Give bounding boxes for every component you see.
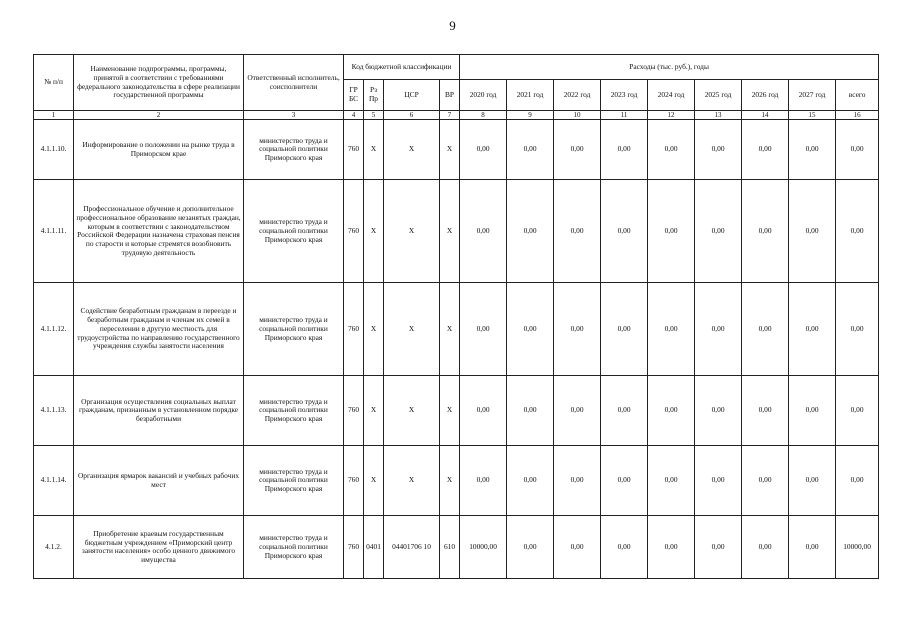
row-value: 0,00 bbox=[601, 446, 648, 516]
page-number: 9 bbox=[449, 18, 456, 33]
row-name: Приобретение краевым государственным бюджетным учреждением «Приморский центр занятости населения» особо ценного движимого имущества bbox=[74, 516, 244, 579]
header-year: 2022 год bbox=[554, 80, 601, 111]
row-executor: министерство труда и социальной политики Приморского края bbox=[244, 120, 344, 180]
row-value: 0,00 bbox=[460, 283, 507, 376]
row-vr: X bbox=[440, 180, 460, 283]
row-executor: министерство труда и социальной политики Приморского края bbox=[244, 516, 344, 579]
row-value: 0,00 bbox=[507, 180, 554, 283]
row-value: 0,00 bbox=[742, 376, 789, 446]
column-number: 13 bbox=[695, 111, 742, 120]
column-number: 4 bbox=[344, 111, 364, 120]
column-number: 3 bbox=[244, 111, 344, 120]
row-num: 4.1.1.14. bbox=[34, 446, 74, 516]
header-year: 2027 год bbox=[789, 80, 836, 111]
header-year: 2025 год bbox=[695, 80, 742, 111]
row-value: 0,00 bbox=[695, 376, 742, 446]
row-num: 4.1.1.13. bbox=[34, 376, 74, 446]
header-name: Наименование подпрограммы, программы, принятой в соответствии с требованиями федерального законодательства в сфере реализации государственной программы bbox=[74, 55, 244, 111]
row-value: 0,00 bbox=[460, 180, 507, 283]
table-row bbox=[34, 120, 879, 180]
row-value: 0,00 bbox=[695, 180, 742, 283]
row-value: 0,00 bbox=[554, 283, 601, 376]
column-number: 9 bbox=[507, 111, 554, 120]
row-value: 10000,00 bbox=[460, 516, 507, 579]
row-value: 0,00 bbox=[742, 446, 789, 516]
row-csr: X bbox=[384, 120, 440, 180]
row-value: 0,00 bbox=[460, 376, 507, 446]
row-executor: министерство труда и социальной политики Приморского края bbox=[244, 180, 344, 283]
column-number: 11 bbox=[601, 111, 648, 120]
row-value: 0,00 bbox=[742, 180, 789, 283]
row-csr: X bbox=[384, 283, 440, 376]
row-value: 0,00 bbox=[648, 376, 695, 446]
row-value: 0,00 bbox=[789, 516, 836, 579]
column-number: 5 bbox=[364, 111, 384, 120]
row-value: 0,00 bbox=[789, 180, 836, 283]
row-value: 0,00 bbox=[554, 120, 601, 180]
row-vr: 610 bbox=[440, 516, 460, 579]
header-year: 2020 год bbox=[460, 80, 507, 111]
row-value: 0,00 bbox=[554, 516, 601, 579]
row-value: 0,00 bbox=[648, 446, 695, 516]
header-year: 2023 год bbox=[601, 80, 648, 111]
column-number: 15 bbox=[789, 111, 836, 120]
row-rzpr: 0401 bbox=[364, 516, 384, 579]
column-number-row bbox=[34, 111, 879, 120]
column-number: 7 bbox=[440, 111, 460, 120]
row-num: 4.1.1.10. bbox=[34, 120, 74, 180]
row-name: Организация осуществления социальных выплат гражданам, признанным в установленном порядке безработными bbox=[74, 376, 244, 446]
header-year: 2026 год bbox=[742, 80, 789, 111]
row-total: 0,00 bbox=[836, 180, 879, 283]
row-name: Содействие безработным гражданам в переезде и безработным гражданам и членам их семей в переселении в другую местность для трудоустройства по направлению государственного учреждения службы занятости населения bbox=[74, 283, 244, 376]
header-total: всего bbox=[836, 80, 879, 111]
header-num: № п/п bbox=[34, 55, 74, 111]
row-executor: министерство труда и социальной политики Приморского края bbox=[244, 446, 344, 516]
row-grbs: 760 bbox=[344, 376, 364, 446]
row-total: 10000,00 bbox=[836, 516, 879, 579]
row-value: 0,00 bbox=[601, 180, 648, 283]
row-vr: X bbox=[440, 376, 460, 446]
header-executor: Ответственный исполнитель, соисполнители bbox=[244, 55, 344, 111]
row-value: 0,00 bbox=[695, 120, 742, 180]
row-total: 0,00 bbox=[836, 446, 879, 516]
column-number: 12 bbox=[648, 111, 695, 120]
row-value: 0,00 bbox=[789, 120, 836, 180]
row-value: 0,00 bbox=[648, 516, 695, 579]
row-value: 0,00 bbox=[742, 516, 789, 579]
row-grbs: 760 bbox=[344, 180, 364, 283]
row-rzpr: X bbox=[364, 283, 384, 376]
row-value: 0,00 bbox=[695, 446, 742, 516]
row-name: Информирование о положении на рынке труда в Приморском крае bbox=[74, 120, 244, 180]
row-rzpr: X bbox=[364, 376, 384, 446]
table-row bbox=[34, 516, 879, 579]
row-value: 0,00 bbox=[695, 283, 742, 376]
row-vr: X bbox=[440, 446, 460, 516]
row-grbs: 760 bbox=[344, 516, 364, 579]
row-value: 0,00 bbox=[601, 376, 648, 446]
row-value: 0,00 bbox=[601, 283, 648, 376]
row-value: 0,00 bbox=[554, 180, 601, 283]
row-value: 0,00 bbox=[507, 446, 554, 516]
row-rzpr: X bbox=[364, 180, 384, 283]
row-value: 0,00 bbox=[460, 446, 507, 516]
row-total: 0,00 bbox=[836, 283, 879, 376]
row-value: 0,00 bbox=[742, 120, 789, 180]
row-num: 4.1.1.12. bbox=[34, 283, 74, 376]
row-value: 0,00 bbox=[554, 446, 601, 516]
row-value: 0,00 bbox=[695, 516, 742, 579]
column-number: 2 bbox=[74, 111, 244, 120]
row-value: 0,00 bbox=[460, 120, 507, 180]
row-csr: X bbox=[384, 376, 440, 446]
header-csr: ЦСР bbox=[384, 80, 440, 111]
table-row bbox=[34, 446, 879, 516]
header-rzpr: Рз Пр bbox=[364, 80, 384, 111]
header-year: 2021 год bbox=[507, 80, 554, 111]
row-value: 0,00 bbox=[648, 120, 695, 180]
table-row bbox=[34, 180, 879, 283]
row-grbs: 760 bbox=[344, 120, 364, 180]
row-csr: 04401706 10 bbox=[384, 516, 440, 579]
row-value: 0,00 bbox=[789, 446, 836, 516]
header-vr: ВР bbox=[440, 80, 460, 111]
row-value: 0,00 bbox=[507, 283, 554, 376]
row-total: 0,00 bbox=[836, 120, 879, 180]
row-vr: X bbox=[440, 283, 460, 376]
row-num: 4.1.1.11. bbox=[34, 180, 74, 283]
row-csr: X bbox=[384, 446, 440, 516]
row-grbs: 760 bbox=[344, 446, 364, 516]
row-value: 0,00 bbox=[554, 376, 601, 446]
row-executor: министерство труда и социальной политики Приморского края bbox=[244, 376, 344, 446]
column-number: 16 bbox=[836, 111, 879, 120]
row-executor: министерство труда и социальной политики Приморского края bbox=[244, 283, 344, 376]
column-number: 10 bbox=[554, 111, 601, 120]
row-total: 0,00 bbox=[836, 376, 879, 446]
row-grbs: 760 bbox=[344, 283, 364, 376]
row-rzpr: X bbox=[364, 120, 384, 180]
row-value: 0,00 bbox=[507, 516, 554, 579]
row-vr: X bbox=[440, 120, 460, 180]
header-year: 2024 год bbox=[648, 80, 695, 111]
row-value: 0,00 bbox=[648, 180, 695, 283]
row-value: 0,00 bbox=[789, 283, 836, 376]
row-num: 4.1.2. bbox=[34, 516, 74, 579]
row-csr: X bbox=[384, 180, 440, 283]
row-value: 0,00 bbox=[601, 516, 648, 579]
row-value: 0,00 bbox=[742, 283, 789, 376]
row-rzpr: X bbox=[364, 446, 384, 516]
header-expenses: Расходы (тыс. руб.), годы bbox=[460, 55, 879, 80]
row-name: Профессиональное обучение и дополнительное профессиональное образование незанятых граждан, которым в соответствии с законодательством Российской Федерации назначена страховая пенсия по старости и которые стремятся возобновить трудовую деятельность bbox=[74, 180, 244, 283]
header-budget-code: Код бюджетной классификации bbox=[344, 55, 460, 80]
column-number: 6 bbox=[384, 111, 440, 120]
column-number: 1 bbox=[34, 111, 74, 120]
column-number: 14 bbox=[742, 111, 789, 120]
column-number: 8 bbox=[460, 111, 507, 120]
table-row bbox=[34, 283, 879, 376]
row-value: 0,00 bbox=[507, 120, 554, 180]
row-value: 0,00 bbox=[507, 376, 554, 446]
row-value: 0,00 bbox=[648, 283, 695, 376]
table-row bbox=[34, 376, 879, 446]
budget-table bbox=[33, 54, 879, 579]
header-grbs: ГР БС bbox=[344, 80, 364, 111]
row-name: Организация ярмарок вакансий и учебных рабочих мест bbox=[74, 446, 244, 516]
row-value: 0,00 bbox=[601, 120, 648, 180]
row-value: 0,00 bbox=[789, 376, 836, 446]
